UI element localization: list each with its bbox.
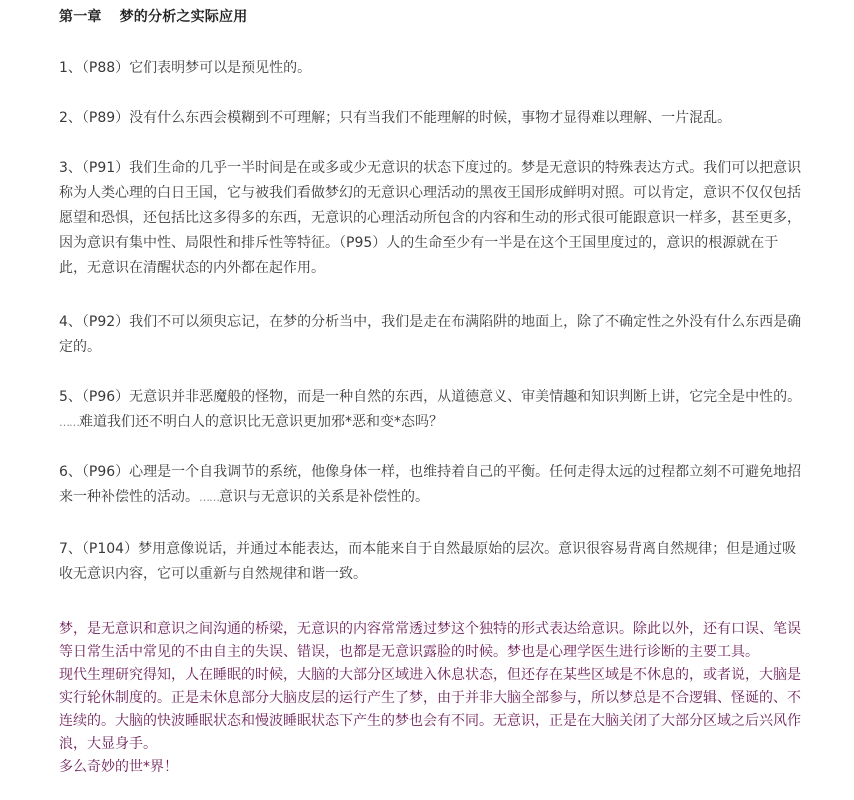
note-line: 6、（P96）心理是一个自我调节的系统，他像身体一样，也维持着自己的平衡。任何走得太远的过程都立刻不可避免地招 (59, 464, 802, 480)
note-tail: 难道我们还不明白人的意识比无意识更加邪*恶和变*态吗？ (79, 414, 443, 430)
note-item (59, 537, 829, 587)
note-tail: 意识与无意识的关系是补偿性的。 (219, 489, 429, 505)
note-line: 5、（P96）无意识并非恶魔般的怪物，而是一种自然的东西，从道德意义、审美情趣和知识判断上讲，它完全是中性的。 (59, 389, 802, 405)
note-line: 3、（P91）我们生命的几乎一半时间是在或多或少无意识的状态下度过的。梦是无意识的特殊表达方式。我们可以把意识 (59, 160, 802, 176)
note-line: 因为意识有集中性、局限性和排斥性等特征。（P95）人的生命至少有一半是在这个王国里度过的，意识的根源就在于 (59, 235, 779, 251)
commentary-line: 现代生理研究得知，人在睡眠的时候，大脑的大部分区域进入休息状态，但还存在某些区域是不休息的，或者说，大脑是 (59, 667, 801, 683)
note-item (59, 310, 829, 360)
note-item (59, 56, 829, 81)
commentary-line: 连续的。大脑的快波睡眠状态和慢波睡眠状态下产生的梦也会有不同。无意识，正是在大脑关闭了大部分区域之后兴风作 (59, 713, 801, 729)
note-line: 此，无意识在清醒状态的内外都在起作用。 (59, 260, 325, 276)
note-line: 4、（P92）我们不可以须臾忘记，在梦的分析当中，我们是走在布满陷阱的地面上，除了不确定性之外没有什么东西是确 (59, 314, 802, 330)
note-line: 收无意识内容，它可以重新与自然规律和谐一致。 (59, 566, 367, 582)
chapter-title (59, 6, 247, 26)
note-item (59, 460, 829, 510)
commentary-line: 实行轮休制度的。正是未休息部分大脑皮层的运行产生了梦，由于并非大脑全部参与，所以梦总是不合逻辑、怪诞的、不 (59, 690, 801, 706)
commentary (59, 618, 849, 779)
ellipsis-mark: …… (59, 416, 79, 429)
chapter-number: 第一章 (59, 9, 102, 25)
commentary-line: 梦，是无意识和意识之间沟通的桥梁，无意识的内容常常透过梦这个独特的形式表达给意识。除此以外，还有口误、笔误 (59, 621, 801, 637)
commentary-line: 等日常生活中常见的不由自主的失误、错误，也都是无意识露脸的时候。梦也是心理学医生进行诊断的主要工具。 (59, 644, 759, 660)
note-prefix: 来一种补偿性的活动。 (59, 489, 199, 505)
note-line: 1、（P88）它们表明梦可以是预见性的。 (59, 60, 312, 76)
note-line: 愿望和恐惧，还包括比这多得多的东西，无意识的心理活动所包含的内容和生动的形式很可能跟意识一样多，甚至更多， (59, 210, 801, 226)
commentary-line: 浪，大显身手。 (59, 736, 157, 752)
ellipsis-mark: …… (199, 491, 219, 504)
note-line: 定的。 (59, 339, 101, 355)
note-item (59, 385, 829, 435)
note-item (59, 156, 829, 281)
note-line: 称为人类心理的白日王国，它与被我们看做梦幻的无意识心理活动的黑夜王国形成鲜明对照。可以肯定，意识不仅仅包括 (59, 185, 801, 201)
note-item (59, 106, 829, 131)
note-line (59, 485, 829, 510)
note-line: 7、（P104）梦用意像说话，并通过本能表达，而本能来自于自然最原始的层次。意识很容易背离自然规律；但是通过吸 (59, 541, 797, 557)
note-line: 2、（P89）没有什么东西会模糊到不可理解；只有当我们不能理解的时候，事物才显得难以理解、一片混乱。 (59, 110, 732, 126)
commentary-line: 多么奇妙的世*界！ (59, 759, 178, 775)
chapter-heading: 梦的分析之实际应用 (119, 9, 248, 25)
note-line (59, 410, 829, 435)
